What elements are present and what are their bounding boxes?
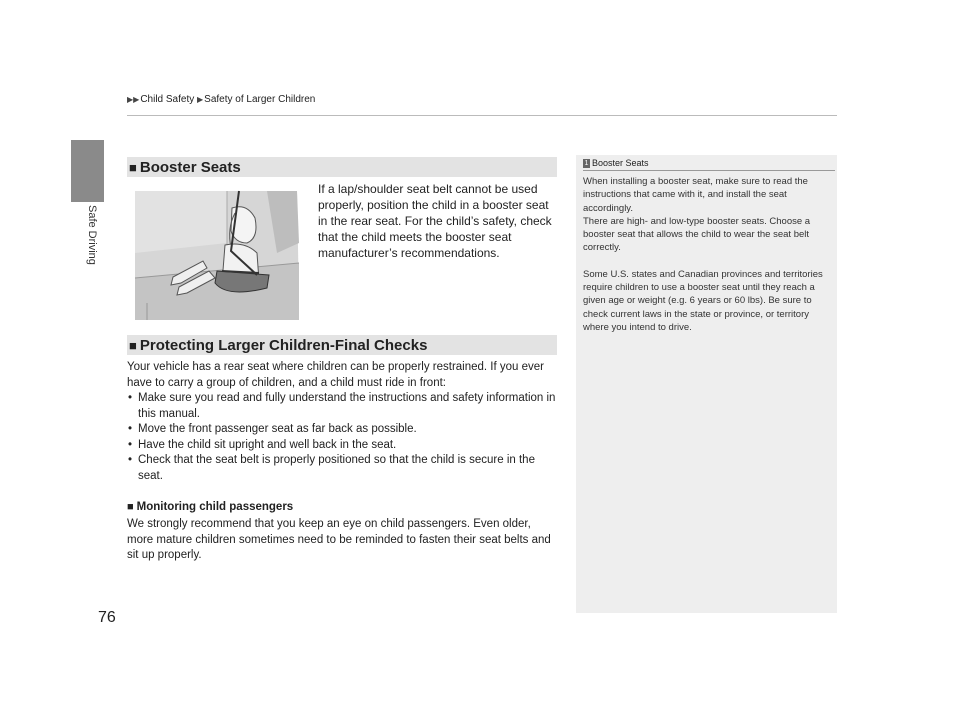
- monitoring-paragraph: We strongly recommend that you keep an eye on child passengers. Even older, more mature children sometimes need to be reminded to fasten their seat belts and sit up properly.: [127, 518, 551, 561]
- final-checks-list: [127, 391, 559, 484]
- note-paragraph: Some U.S. states and Canadian provinces and territories require children to use a booster seat until they reach a given age or weight (e.g. 6 years or 60 lbs). Be sure to check current laws in the state or province, or territory where you intend to drive.: [583, 268, 823, 333]
- final-checks-heading: [127, 335, 557, 355]
- note-divider: [583, 170, 835, 171]
- note-body: [583, 175, 833, 334]
- monitoring-heading-text: Monitoring child passengers: [136, 501, 294, 513]
- page-number: 76: [98, 609, 116, 626]
- booster-intro-text: If a lap/shoulder seat belt cannot be used properly, position the child in a booster seat in the rear seat. For the child’s safety, check that the child meets the booster seat manufacturer’s recommendations.: [318, 182, 552, 260]
- final-checks-heading-text: Protecting Larger Children-Final Checks: [139, 336, 428, 354]
- monitoring-heading: [127, 501, 293, 513]
- breadcrumb-arrow-icon: ▶: [197, 95, 204, 104]
- heading-square-icon: ■: [129, 337, 137, 353]
- chapter-tab: [71, 140, 104, 202]
- booster-seat-illustration: [127, 183, 307, 320]
- heading-square-icon: ■: [127, 501, 134, 513]
- booster-seats-heading-text: Booster Seats: [139, 158, 241, 176]
- breadcrumb-item-larger-children[interactable]: Safety of Larger Children: [204, 94, 316, 105]
- booster-seats-heading: [127, 157, 557, 177]
- list-item: • Check that the seat belt is properly positioned so that the child is secure in the seat.: [127, 453, 559, 484]
- note-paragraph: There are high- and low-type booster seats. Choose a booster seat that allows the child to wear the seat belt correctly.: [583, 215, 811, 254]
- list-item: • Move the front passenger seat as far back as possible.: [127, 422, 559, 438]
- chapter-label: Safe Driving: [86, 205, 98, 265]
- note-title-text: Booster Seats: [592, 158, 649, 168]
- heading-square-icon: ■: [129, 159, 137, 175]
- note-spacer: [583, 255, 833, 268]
- final-checks-paragraph: Your vehicle has a rear seat where children can be properly restrained. If you ever have to carry a group of children, and a child must ride in front:: [127, 361, 544, 389]
- note-title: [583, 158, 649, 168]
- header-divider: [127, 115, 837, 116]
- note-number-badge: 1: [584, 159, 589, 167]
- breadcrumb-item-child-safety[interactable]: Child Safety: [140, 94, 195, 105]
- breadcrumb: [127, 94, 315, 105]
- list-item: • Have the child sit upright and well back in the seat.: [127, 438, 559, 454]
- note-paragraph: When installing a booster seat, make sure to read the instructions that came with it, and install the seat accordingly.: [583, 176, 808, 214]
- breadcrumb-arrow-icon: ▶▶: [127, 95, 140, 104]
- list-item: • Make sure you read and fully understand the instructions and safety information in this manual.: [127, 391, 559, 422]
